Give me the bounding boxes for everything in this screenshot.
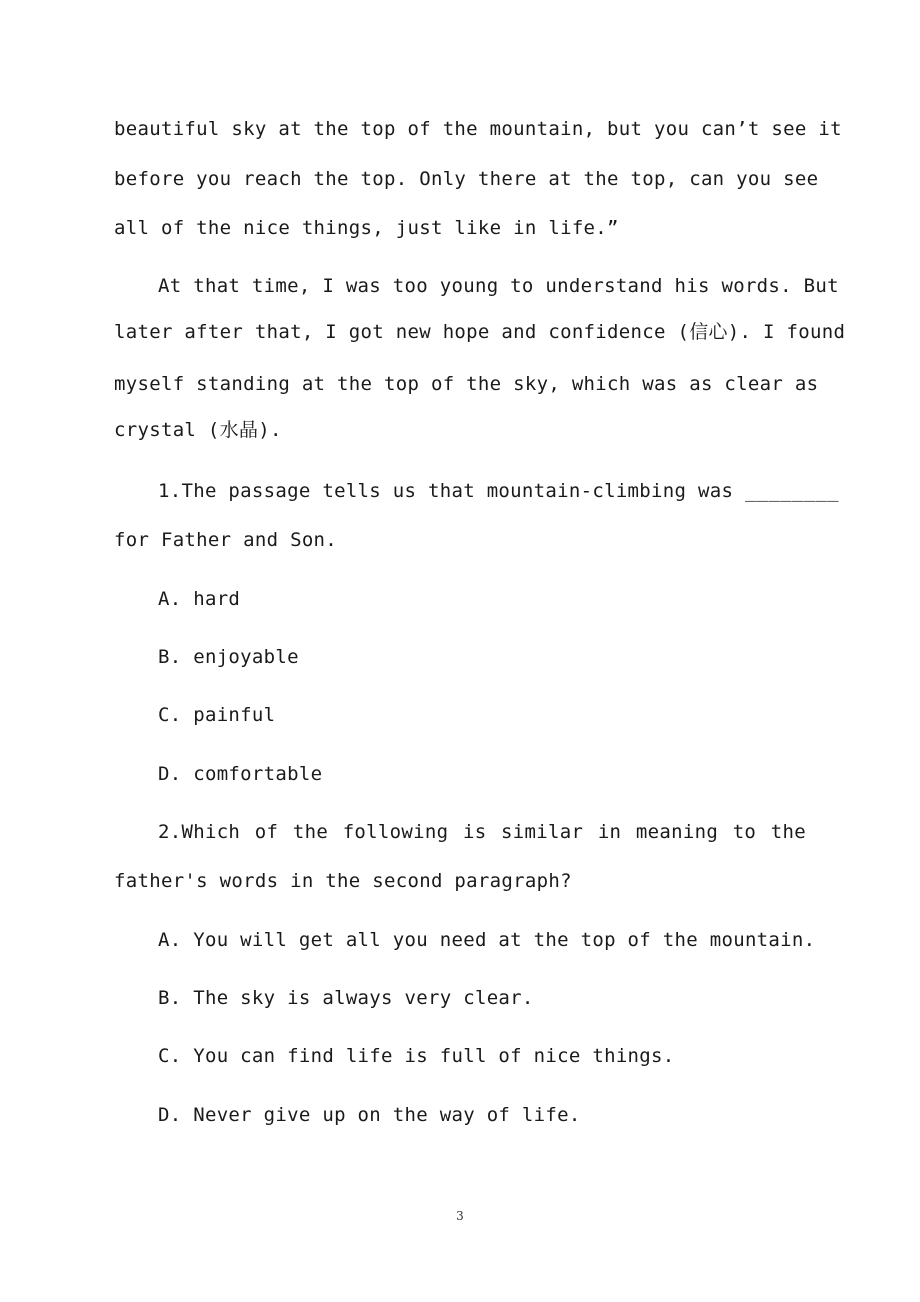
passage-line: myself standing at the top of the sky, which was as clear as <box>114 373 819 395</box>
passage-line: beautiful sky at the top of the mountain, but you can’t see it <box>114 118 842 140</box>
question-stem: for Father and Son. <box>114 529 338 551</box>
answer-option: D. Never give up on the way of life. <box>158 1104 581 1126</box>
question-stem: father's words in the second paragraph? <box>114 870 572 892</box>
passage-line: later after that, I got new hope and confidence (信心). I found <box>114 321 846 343</box>
passage-line: At that time, I was too young to understand his words. But <box>158 275 839 297</box>
answer-option: B. The sky is always very clear. <box>158 987 534 1009</box>
page-number: 3 <box>456 1209 464 1223</box>
answer-option: C. painful <box>158 704 276 726</box>
passage-line: all of the nice things, just like in life.” <box>114 217 619 239</box>
question-stem: 2.Which of the following is similar in meaning to the <box>158 821 806 843</box>
question-stem: 1.The passage tells us that mountain-climbing was ________ <box>158 480 839 502</box>
passage-line: before you reach the top. Only there at the top, can you see <box>114 168 819 190</box>
answer-option: C. You can find life is full of nice things. <box>158 1045 675 1067</box>
passage-line: crystal (水晶). <box>114 419 282 441</box>
answer-option: B. enjoyable <box>158 646 299 668</box>
answer-option: A. hard <box>158 588 241 610</box>
answer-option: D. comfortable <box>158 763 323 785</box>
answer-option: A. You will get all you need at the top of the mountain. <box>158 929 816 951</box>
